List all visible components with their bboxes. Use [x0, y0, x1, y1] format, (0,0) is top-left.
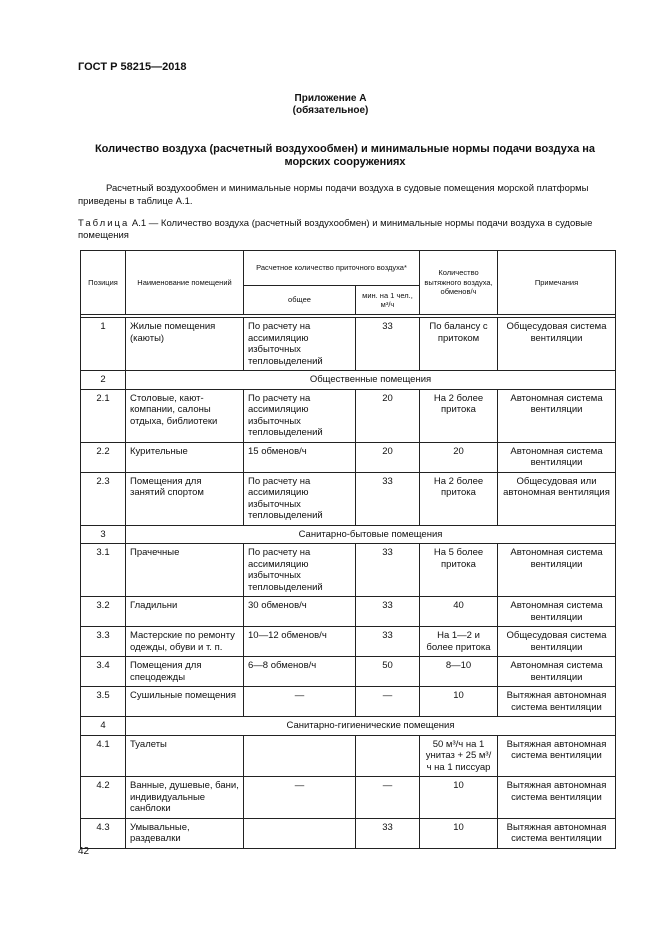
cell-position: 4.2	[81, 777, 126, 819]
section-row	[81, 371, 616, 390]
cell-name: Прачечные	[126, 544, 244, 597]
section-title: Санитарно-бытовые помещения	[126, 525, 616, 544]
cell-note: Автономная система вентиляции	[498, 657, 616, 687]
header-name: Наименование помещений	[126, 251, 244, 315]
cell-position: 2.2	[81, 442, 126, 472]
cell-general: По расчету на ассимиляцию избыточных тепловыделений	[244, 544, 356, 597]
table-row	[81, 777, 616, 819]
cell-position: 4.3	[81, 818, 126, 848]
table-row	[81, 389, 616, 442]
cell-position: 3.2	[81, 597, 126, 627]
cell-min: 33	[356, 318, 420, 371]
cell-name: Помещения для спецодежды	[126, 657, 244, 687]
cell-position: 3.3	[81, 627, 126, 657]
cell-name: Помещения для занятий спортом	[126, 472, 244, 525]
cell-exhaust: 10	[420, 818, 498, 848]
cell-note: Автономная система вентиляции	[498, 597, 616, 627]
header-general: общее	[244, 286, 356, 315]
cell-position: 4	[81, 717, 126, 736]
cell-exhaust: На 5 более притока	[420, 544, 498, 597]
cell-general: По расчету на ассимиляцию избыточных тепловыделений	[244, 389, 356, 442]
document-header: ГОСТ Р 58215—2018	[78, 61, 187, 73]
table-row	[81, 442, 616, 472]
table-header-row	[81, 251, 616, 286]
cell-general: 6—8 обменов/ч	[244, 657, 356, 687]
table-row	[81, 597, 616, 627]
cell-position: 4.1	[81, 735, 126, 777]
cell-note: Вытяжная автономная система вентиляции	[498, 687, 616, 717]
cell-position: 2.1	[81, 389, 126, 442]
cell-position: 2	[81, 371, 126, 390]
cell-general: По расчету на ассимиляцию избыточных тепловыделений	[244, 472, 356, 525]
cell-min: 20	[356, 389, 420, 442]
cell-exhaust: 50 м³/ч на 1 унитаз + 25 м³/ч на 1 писсуар	[420, 735, 498, 777]
cell-min: —	[356, 777, 420, 819]
cell-min: 33	[356, 472, 420, 525]
table-row	[81, 657, 616, 687]
cell-note: Вытяжная автономная система вентиляции	[498, 777, 616, 819]
cell-note: Общесудовая система вентиляции	[498, 627, 616, 657]
cell-note: Автономная система вентиляции	[498, 544, 616, 597]
main-title: Количество воздуха (расчетный воздухообмен) и минимальные нормы подачи воздуха на морских сооружениях	[94, 143, 596, 168]
caption-text: А.1 — Количество воздуха (расчетный воздухообмен) и минимальные нормы подачи воздуха в судовые помещения	[78, 218, 593, 241]
cell-min: 33	[356, 544, 420, 597]
cell-general: 10—12 обменов/ч	[244, 627, 356, 657]
cell-min: —	[356, 687, 420, 717]
section-row	[81, 717, 616, 736]
cell-exhaust: На 1—2 и более притока	[420, 627, 498, 657]
cell-general: —	[244, 687, 356, 717]
cell-exhaust: На 2 более притока	[420, 472, 498, 525]
ventilation-table	[80, 250, 616, 849]
cell-exhaust: На 2 более притока	[420, 389, 498, 442]
header-exhaust: Количество вытяжного воздуха, обменов/ч	[420, 251, 498, 315]
table-row	[81, 472, 616, 525]
caption-lead: Таблица	[78, 218, 130, 229]
cell-min	[356, 735, 420, 777]
cell-position: 3	[81, 525, 126, 544]
header-supply-group: Расчетное количество приточного воздуха*	[244, 251, 420, 286]
table-caption	[78, 218, 618, 242]
cell-note: Вытяжная автономная система вентиляции	[498, 818, 616, 848]
cell-position: 3.4	[81, 657, 126, 687]
cell-position: 2.3	[81, 472, 126, 525]
cell-min: 33	[356, 597, 420, 627]
cell-name: Жилые помещения (каюты)	[126, 318, 244, 371]
cell-general: 15 обменов/ч	[244, 442, 356, 472]
cell-name: Столовые, кают-компании, салоны отдыха, библиотеки	[126, 389, 244, 442]
cell-position: 3.5	[81, 687, 126, 717]
cell-name: Умывальные, раздевалки	[126, 818, 244, 848]
cell-exhaust: 10	[420, 777, 498, 819]
section-title: Санитарно-гигиенические помещения	[126, 717, 616, 736]
cell-name: Ванные, душевые, бани, индивидуальные санблоки	[126, 777, 244, 819]
appendix-subtitle: (обязательное)	[292, 105, 369, 116]
intro-paragraph: Расчетный воздухообмен и минимальные нормы подачи воздуха в судовые помещения морской платформы приведены в таблице А.1.	[78, 183, 589, 207]
table-row	[81, 818, 616, 848]
table-row	[81, 627, 616, 657]
cell-min: 33	[356, 627, 420, 657]
cell-name: Гладильни	[126, 597, 244, 627]
appendix-title: Приложение А	[294, 93, 367, 104]
cell-name: Мастерские по ремонту одежды, обуви и т. п.	[126, 627, 244, 657]
page-number: 42	[78, 846, 90, 857]
cell-exhaust: По балансу с притоком	[420, 318, 498, 371]
header-notes: Примечания	[498, 251, 616, 315]
cell-note: Общесудовая система вентиляции	[498, 318, 616, 371]
table-row	[81, 318, 616, 371]
cell-general: По расчету на ассимиляцию избыточных тепловыделений	[244, 318, 356, 371]
cell-position: 1	[81, 318, 126, 371]
cell-name: Туалеты	[126, 735, 244, 777]
cell-min: 50	[356, 657, 420, 687]
cell-general	[244, 818, 356, 848]
cell-exhaust: 8—10	[420, 657, 498, 687]
table-row	[81, 687, 616, 717]
cell-min: 33	[356, 818, 420, 848]
header-per-person: мин. на 1 чел., м³/ч	[356, 286, 420, 315]
table-row	[81, 735, 616, 777]
cell-note: Автономная система вентиляции	[498, 389, 616, 442]
cell-note: Вытяжная автономная система вентиляции	[498, 735, 616, 777]
cell-exhaust: 10	[420, 687, 498, 717]
cell-note: Общесудовая или автономная вентиляция	[498, 472, 616, 525]
cell-name: Сушильные помещения	[126, 687, 244, 717]
section-row	[81, 525, 616, 544]
cell-note: Автономная система вентиляции	[498, 442, 616, 472]
header-position: Позиция	[81, 251, 126, 315]
cell-exhaust: 20	[420, 442, 498, 472]
cell-position: 3.1	[81, 544, 126, 597]
cell-general: —	[244, 777, 356, 819]
cell-min: 20	[356, 442, 420, 472]
cell-name: Курительные	[126, 442, 244, 472]
cell-general: 30 обменов/ч	[244, 597, 356, 627]
table-row	[81, 544, 616, 597]
cell-exhaust: 40	[420, 597, 498, 627]
section-title: Общественные помещения	[126, 371, 616, 390]
cell-general	[244, 735, 356, 777]
